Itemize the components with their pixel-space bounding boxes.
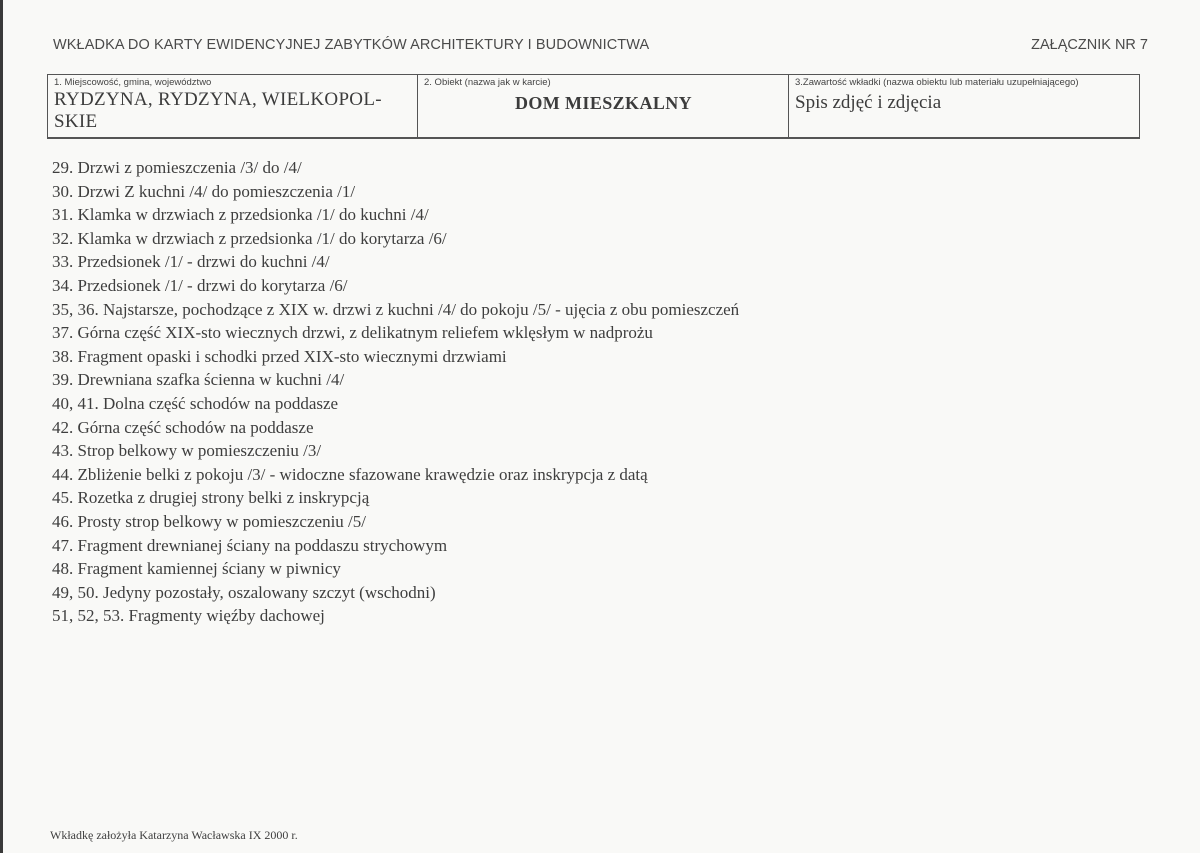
list-item: 40, 41. Dolna część schodów na poddasze — [52, 393, 339, 413]
list-item: 47. Fragment drewnianej ściany na poddaszu strychowym — [52, 535, 448, 555]
document-title: WKŁADKA DO KARTY EWIDENCYJNEJ ZABYTKÓW ARCHITEKTURY I BUDOWNICTWA — [53, 37, 650, 53]
object-value: DOM MIESZKALNY — [514, 93, 693, 113]
list-item: 48. Fragment kamiennej ściany w piwnicy — [52, 559, 341, 579]
list-item: 29. Drzwi z pomieszczenia /3/ do /4/ — [52, 158, 302, 177]
list-item: 35, 36. Najstarsze, pochodzące z XIX w. drzwi z kuchni /4/ do pokoju /5/ - ujęcia z obu pomieszczeń — [52, 299, 740, 319]
list-item: 37. Górna część XIX-sto wiecznych drzwi, z delikatnym reliefem wklęsłym w nadprożu — [52, 323, 653, 343]
location-value: RYDZYNA, RYDZYNA, WIELKOPOL- SKIE — [54, 89, 382, 132]
list-item: 46. Prosty strop belkowy w pomieszczeniu /5/ — [52, 511, 366, 531]
object-cell — [417, 75, 788, 137]
photo-list — [52, 156, 739, 628]
list-item: 31. Klamka w drzwiach z przedsionka /1/ do kuchni /4/ — [52, 205, 429, 225]
list-item: 51, 52, 53. Fragmenty więźby dachowej — [52, 606, 325, 626]
contents-label: 3.Zawartość wkładki (nazwa obiektu lub materiału uzupełniającego) — [795, 77, 1079, 88]
scan-edge — [0, 0, 3, 853]
list-item: 42. Górna część schodów na poddasze — [52, 417, 314, 437]
list-item: 44. Zbliżenie belki z pokoju /3/ - widoczne sfazowane krawędzie oraz inskrypcja z datą — [52, 464, 648, 484]
list-item: 49, 50. Jedyny pozostały, oszalowany szczyt (wschodni) — [52, 582, 436, 602]
list-item: 33. Przedsionek /1/ - drzwi do kuchni /4/ — [52, 252, 330, 272]
object-label: 2. Obiekt (nazwa jak w karcie) — [424, 77, 551, 88]
list-item: 38. Fragment opaski i schodki przed XIX-sto wiecznymi drzwiami — [52, 346, 507, 366]
list-item: 43. Strop belkowy w pomieszczeniu /3/ — [52, 441, 322, 461]
contents-value: Spis zdjęć i zdjęcia — [795, 92, 942, 113]
list-item: 34. Przedsionek /1/ - drzwi do korytarza /6/ — [52, 275, 348, 295]
location-cell — [48, 75, 417, 137]
list-item: 32. Klamka w drzwiach z przedsionka /1/ do korytarza /6/ — [52, 228, 447, 248]
contents-cell — [788, 75, 1139, 137]
list-item: 39. Drewniana szafka ścienna w kuchni /4/ — [52, 370, 345, 390]
annex-number: ZAŁĄCZNIK NR 7 — [1031, 37, 1148, 53]
author-note: Wkładkę założyła Katarzyna Wacławska IX 2000 r. — [50, 828, 298, 842]
header-form-table — [47, 74, 1140, 139]
list-item: 45. Rozetka z drugiej strony belki z inskrypcją — [52, 488, 370, 508]
list-item: 30. Drzwi Z kuchni /4/ do pomieszczenia /1/ — [52, 181, 356, 201]
location-label: 1. Miejscowość, gmina, województwo — [54, 77, 212, 88]
